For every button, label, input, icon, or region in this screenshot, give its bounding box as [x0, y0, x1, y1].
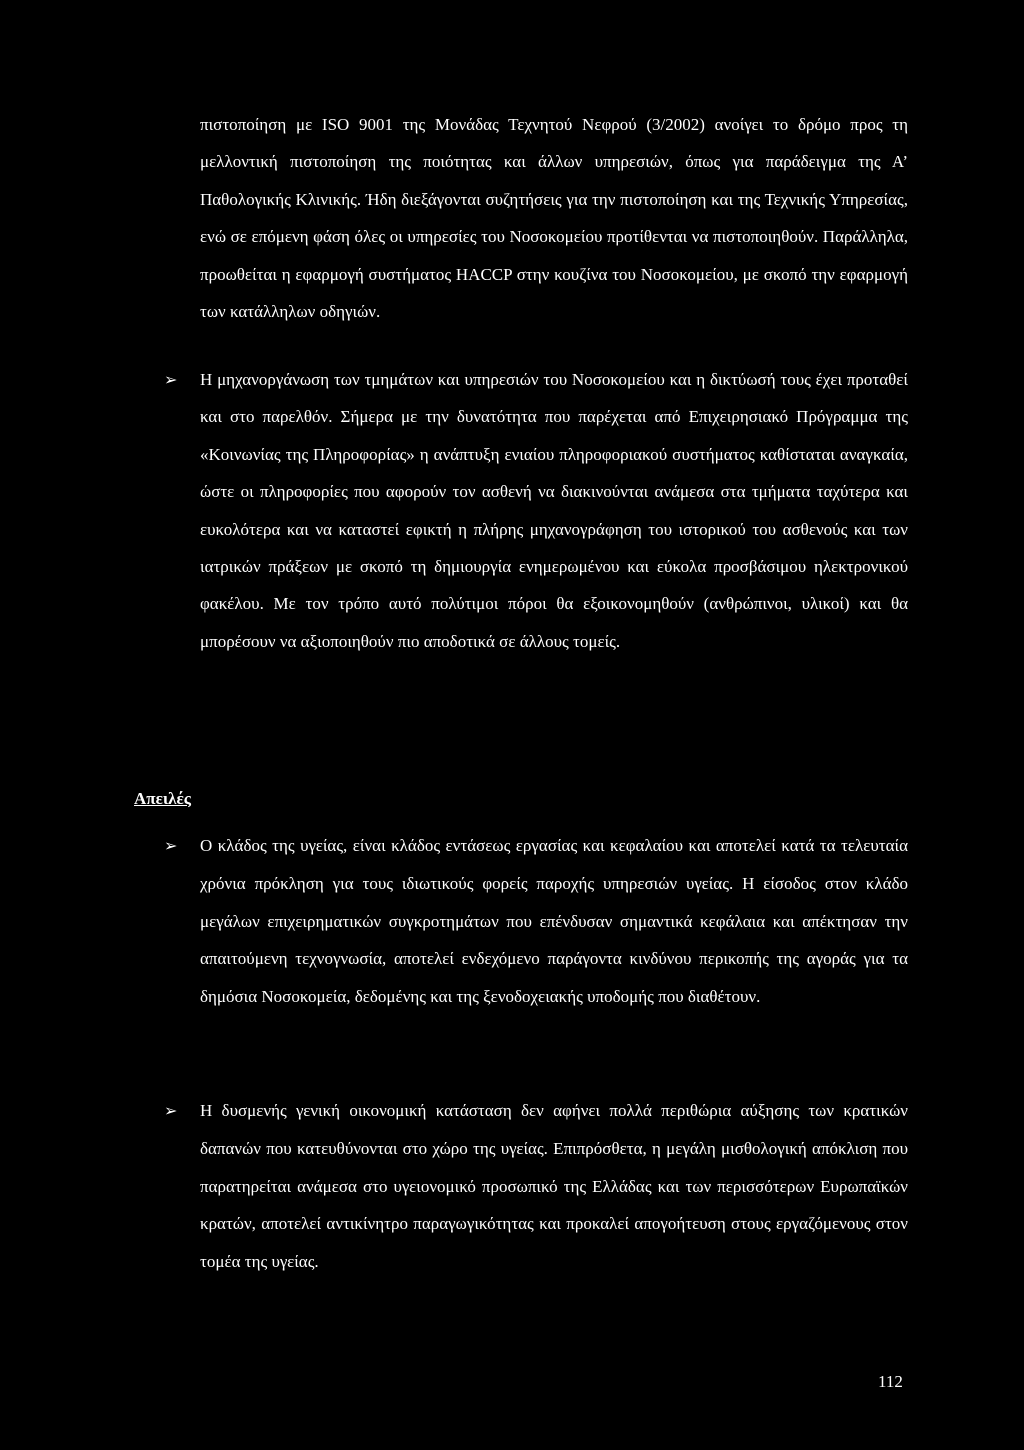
list-item	[164, 827, 908, 1016]
arrowhead-bullet-icon: ➢	[164, 836, 178, 855]
continuation-paragraph: πιστοποίηση με ISO 9001 της Μονάδας Τεχνητού Νεφρού (3/2002) ανοίγει το δρόμο προς τη μελλοντική πιστοποίηση της ποιότητας και άλλων υπηρεσιών, όπως για παράδειγμα της Α’ Παθολογικής Κλινικής. Ήδη διεξάγονται συζητήσεις για την πιστοποίηση και της Τεχνικής Υπηρεσίας, ενώ σε επόμενη φάση όλες οι υπηρεσίες του Νοσοκομείου προτίθενται να πιστοποιηθούν. Παράλληλα, προωθείται η εφαρμογή συστήματος HACCP στην κουζίνα του Νοσοκομείου, με σκοπό την εφαρμογή των κατάλληλων οδηγιών.	[200, 115, 908, 322]
list-item	[164, 1092, 908, 1281]
arrowhead-bullet-icon: ➢	[164, 370, 178, 389]
section-heading-threats: Απειλές	[134, 789, 191, 808]
arrowhead-bullet-icon: ➢	[164, 1101, 178, 1120]
page-number: 112	[878, 1372, 903, 1391]
bullet-text-computerization: Η μηχανοργάνωση των τμημάτων και υπηρεσιών του Νοσοκομείου και η δικτύωσή τους έχει προταθεί και στο παρελθόν. Σήμερα με την δυνατότητα που παρέχεται από Επιχειρησιακό Πρόγραμμα της «Κοινωνίας της Πληροφορίας» η ανάπτυξη ενιαίου πληροφοριακού συστήματος καθίσταται αναγκαία, ώστε οι πληροφορίες που αφορούν τον ασθενή να διακινούνται ανάμεσα στα τμήματα ταχύτερα και ευκολότερα και να καταστεί εφικτή η πλήρης μηχανογράφηση του ιστορικού του ασθενούς και των ιατρικών πράξεων με σκοπό τη δημιουργία ενημερωμένου και εύκολα προσβάσιμου ηλεκτρονικού φακέλου. Με τον τρόπο αυτό πολύτιμοι πόροι θα εξοικονομηθούν (ανθρώπινοι, υλικοί) και θα μπορέσουν να αξιοποιηθούν πιο αποδοτικά σε άλλους τομείς.	[200, 370, 908, 651]
list-item	[164, 361, 908, 660]
bullet-text-threat-private-sector: Ο κλάδος της υγείας, είναι κλάδος εντάσεως εργασίας και κεφαλαίου και αποτελεί κατά τα τελευταία χρόνια πρόκληση για τους ιδιωτικούς φορείς παροχής υπηρεσιών υγείας. Η είσοδος στον κλάδο μεγάλων επιχειρηματικών συγκροτημάτων που επένδυσαν σημαντικά κεφάλαια και απέκτησαν την απαιτούμενη τεχνογνωσία, αποτελεί ενδεχόμενο παράγοντα κινδύνου περικοπής της αγοράς για τα δημόσια Νοσοκομεία, δεδομένης και της ξενοδοχειακής υποδομής που διαθέτουν.	[200, 836, 908, 1007]
bullet-text-threat-economy: Η δυσμενής γενική οικονομική κατάσταση δεν αφήνει πολλά περιθώρια αύξησης των κρατικών δαπανών που κατευθύνονται στο χώρο της υγείας. Επιπρόσθετα, η μεγάλη μισθολογική απόκλιση που παρατηρείται ανάμεσα στο υγειονομικό προσωπικό της Ελλάδας και των περισσότερων Ευρωπαϊκών κρατών, αποτελεί αντικίνητρο παραγωγικότητας και προκαλεί απογοήτευση στους εργαζόμενους στον τομέα της υγείας.	[200, 1101, 908, 1272]
